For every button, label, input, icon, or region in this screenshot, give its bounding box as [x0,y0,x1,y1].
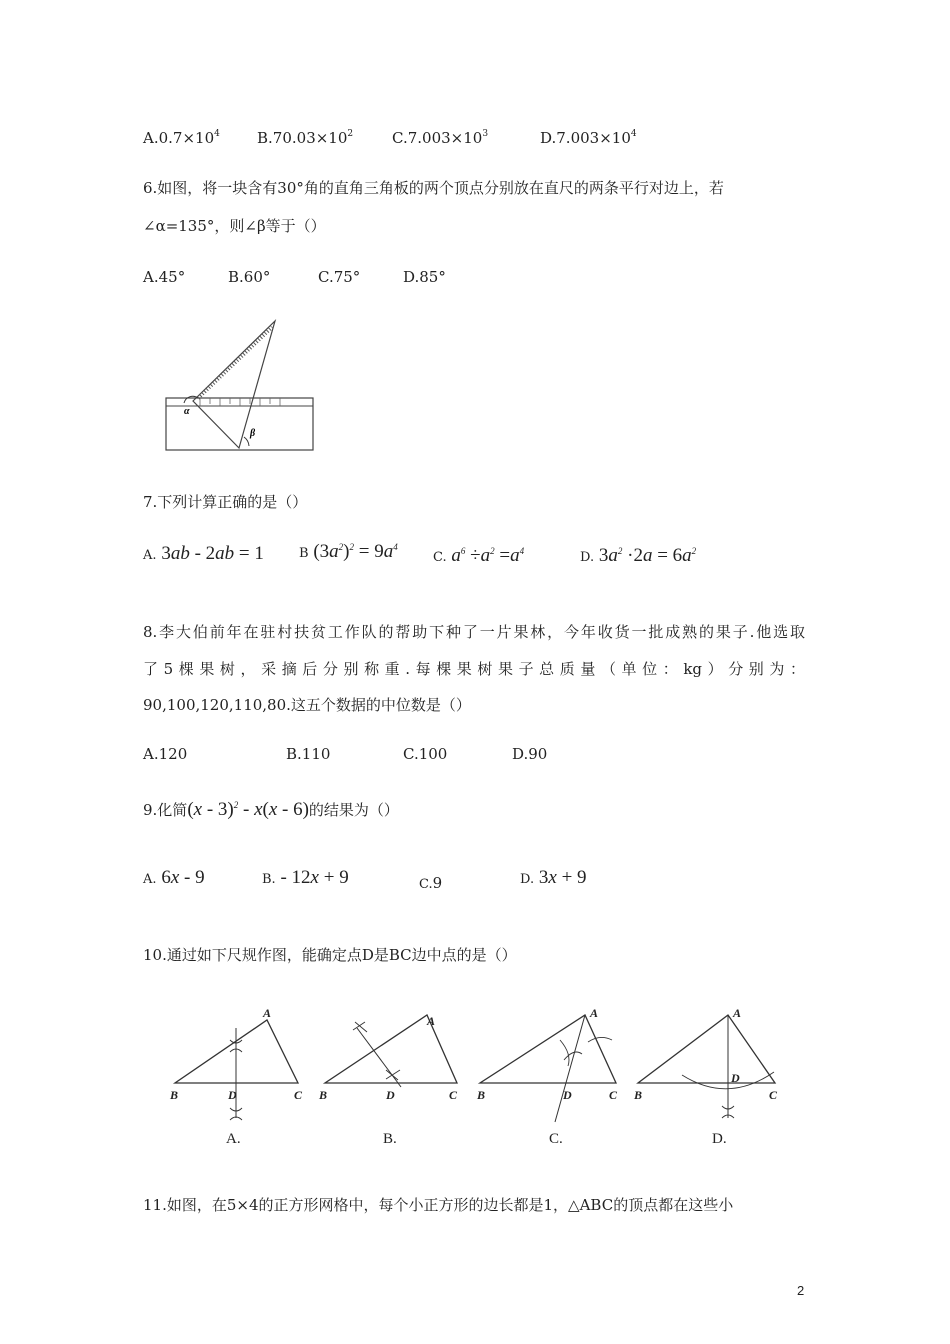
fig-c-point-c: C [609,1088,618,1102]
q10-stem: 10.通过如下尺规作图，能确定点D是BC边中点的是（） [143,946,517,964]
fig-a-point-b: B [170,1088,179,1102]
q9-option-c: C.9 [419,874,443,892]
fig-d-point-d: D [731,1071,740,1085]
q6-stem-line2: ∠α=135°，则∠β等于（） [143,217,326,235]
fig-d-point-a: A [733,1006,742,1020]
q11-stem-line1: 11.如图，在5×4的正方形网格中，每个小正方形的边长都是1，△ABC的顶点都在这些小 [143,1196,734,1214]
q9-option-b: B. - 12x + 9 [262,867,349,888]
fig-a-caption: A. [226,1131,241,1147]
fig-d-point-b: B [634,1088,643,1102]
fig-d-point-c: C [769,1088,778,1102]
q6-option-c: C.75° [318,268,361,286]
q7-option-c: C. $a^6 \div a^2 =a^4$ [433,545,525,566]
q9-option-a: A. 6x - 9 [143,867,205,888]
q8-option-c: C.100 [403,745,448,763]
fig-b-point-c: C [449,1088,458,1102]
q6-option-b: B.60° [228,268,271,286]
fig-b-point-d: D [386,1088,395,1102]
q10-construction-figures [160,1000,795,1150]
q8-stem-line1: 8.李大伯前年在驻村扶贫工作队的帮助下种了一片果林，今年收货一批成熟的果子.他选取 [143,623,805,641]
q6-alpha-label: α [184,406,190,417]
q5-option-d: $D.7.003\times 10^4$ [540,129,637,147]
q7-option-b: B $(3a^2)^2 = 9a^4$ [299,541,398,562]
q8-option-a: A.120 [143,745,188,763]
q7-option-d: D. $3a^2 \cdot 2a = 6a^2$ [580,545,697,566]
q5-option-b: $B.70.03\times 10^2$ [257,129,354,147]
q6-option-a: A.45° [143,268,186,286]
fig-c-point-d: D [563,1088,572,1102]
q9-option-d: D. 3x + 9 [520,867,587,888]
q7-option-a: A. 3ab - 2ab = 1 [143,543,264,564]
page-number: 2 [797,1283,805,1298]
fig-a-point-d: D [228,1088,237,1102]
q5-option-c: $C.7.003\times 10^3$ [392,129,489,147]
q6-beta-label: β [250,428,256,439]
fig-d-caption: D. [712,1131,727,1147]
fig-a-point-a: A [263,1006,272,1020]
q8-stem-line3: 90,100,120,110,80.这五个数据的中位数是（） [143,696,471,714]
q8-option-b: B.110 [286,745,331,763]
fig-c-caption: C. [549,1131,563,1147]
fig-b-point-a: A [427,1014,436,1028]
q6-ruler-triangle-figure [160,315,320,455]
q7-stem: 7.下列计算正确的是（） [143,493,308,511]
fig-c-point-b: B [477,1088,486,1102]
q9-stem: 9.化简(x - 3)$^2$ - x(x - 6)的结果为（） [143,799,399,820]
fig-c-point-a: A [590,1006,599,1020]
fig-b-point-b: B [319,1088,328,1102]
q5-option-a: $A.0.7\times 10^4$ [143,129,220,147]
q6-stem-line1: 6.如图，将一块含有30°角的直角三角板的两个顶点分别放在直尺的两条平行对边上，若 [143,179,724,197]
q8-option-d: D.90 [512,745,548,763]
fig-a-point-c: C [294,1088,303,1102]
q8-stem-line2: 了5棵果树，采摘后分别称重.每棵果树果子总质量（单位：kg）分别为： [143,660,805,678]
q6-option-d: D.85° [403,268,446,286]
fig-b-caption: B. [383,1131,397,1147]
